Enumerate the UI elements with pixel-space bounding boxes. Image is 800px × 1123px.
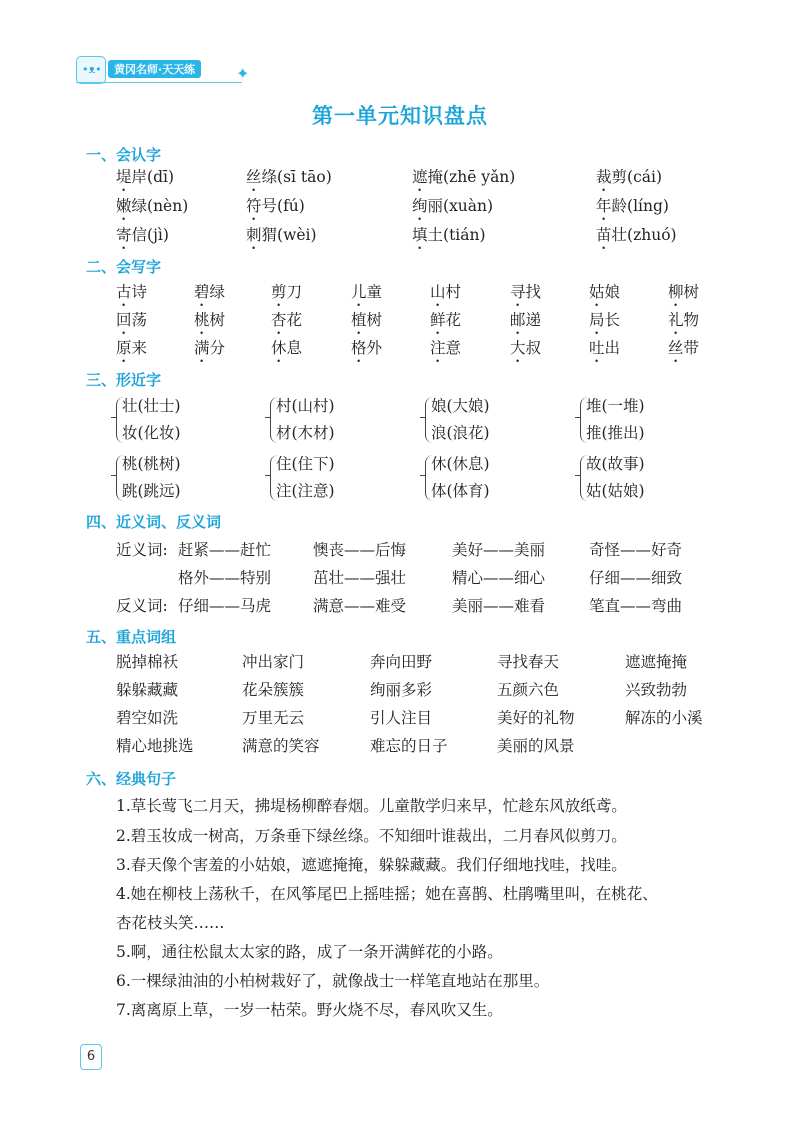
pinyin-word xyxy=(116,223,169,253)
bear-icon xyxy=(76,56,106,84)
phrase-item: 奔向田野 xyxy=(370,653,433,671)
synonym-pair: 懊丧——后悔 xyxy=(313,541,407,559)
brand-logo xyxy=(76,52,286,86)
word-rest: 壮(zhuó) xyxy=(611,226,677,244)
brand-text: 黄冈名师·天天练 xyxy=(108,60,201,78)
similar-char: 体(体育) xyxy=(431,482,490,500)
brand-underline xyxy=(76,82,242,83)
write-word xyxy=(116,308,147,338)
antonym-pair: 仔细——马虎 xyxy=(178,597,272,615)
word-rest: 猬(wèi) xyxy=(261,226,317,244)
brace-nub xyxy=(265,475,270,476)
dotted-char: 邮 xyxy=(510,311,526,329)
phrase-item: 躲躲藏藏 xyxy=(116,681,179,699)
pinyin-word xyxy=(116,165,174,195)
dotted-char: 注 xyxy=(430,339,446,357)
pinyin-word xyxy=(246,194,305,224)
synonym-pair: 精心——细心 xyxy=(452,569,546,587)
brace-nub xyxy=(575,475,580,476)
write-word xyxy=(351,336,382,366)
phrase-item: 万里无云 xyxy=(242,709,305,727)
phrase-item: 碧空如洗 xyxy=(116,709,179,727)
page-title: 第一单元知识盘点 xyxy=(312,104,488,128)
dotted-char: 柳 xyxy=(668,283,684,301)
word-rest: 岸(dī) xyxy=(131,168,174,186)
phrase-item: 冲出家门 xyxy=(242,653,305,671)
word-rest: 长 xyxy=(604,311,621,329)
write-word xyxy=(430,280,461,310)
word-rest: 带 xyxy=(683,339,700,357)
phrase-item: 满意的笑容 xyxy=(242,737,320,755)
word-rest: 绦(sī tāo) xyxy=(261,168,332,186)
synonym-pair: 格外——特别 xyxy=(178,569,272,587)
word-rest: 号(fú) xyxy=(261,197,305,215)
brace-nub xyxy=(111,475,116,476)
antonym-pair: 笔直——弯曲 xyxy=(589,597,683,615)
synonym-pair: 奇怪——好奇 xyxy=(589,541,683,559)
dotted-char: 遮 xyxy=(412,168,428,186)
word-rest: 掩(zhē yǎn) xyxy=(427,168,516,186)
dotted-char: 剪 xyxy=(271,283,287,301)
brace-nub xyxy=(111,417,116,418)
dotted-char: 堤 xyxy=(116,168,132,186)
write-word xyxy=(351,280,382,310)
dotted-char: 寻 xyxy=(510,283,526,301)
similar-char: 壮(壮士) xyxy=(122,397,181,415)
phrase-item: 寻找春天 xyxy=(497,653,560,671)
dotted-char: 回 xyxy=(116,311,132,329)
synonym-label: 近义词: xyxy=(116,541,168,559)
phrase-item: 难忘的日子 xyxy=(370,737,448,755)
dotted-char: 儿 xyxy=(351,283,367,301)
synonym-pair: 赶紧——赶忙 xyxy=(178,541,272,559)
similar-char: 娘(大娘) xyxy=(431,397,490,415)
dotted-char: 碧 xyxy=(194,283,210,301)
phrase-item: 五颜六色 xyxy=(497,681,560,699)
section-heading-2: 二、会写字 xyxy=(86,258,162,276)
synonym-pair: 仔细——细致 xyxy=(589,569,683,587)
word-rest: 递 xyxy=(525,311,542,329)
dotted-char: 刺 xyxy=(246,226,262,244)
word-rest: 树 xyxy=(683,283,700,301)
word-rest: 刀 xyxy=(286,283,303,301)
pinyin-word xyxy=(246,223,317,253)
word-rest: 童 xyxy=(366,283,383,301)
word-rest: 绿(nèn) xyxy=(131,197,189,215)
similar-char: 姑(姑娘) xyxy=(586,482,645,500)
similar-char: 材(木材) xyxy=(276,424,335,442)
dotted-char: 大 xyxy=(510,339,526,357)
write-word xyxy=(271,308,302,338)
pinyin-word xyxy=(596,223,677,253)
phrase-item: 精心地挑选 xyxy=(116,737,194,755)
sentence-line: 3.春天像个害羞的小姑娘，遮遮掩掩，躲躲藏藏。我们仔细地找哇，找哇。 xyxy=(116,856,627,874)
dotted-char: 姑 xyxy=(589,283,605,301)
dotted-char: 杏 xyxy=(271,311,287,329)
antonym-pair: 美丽——难看 xyxy=(452,597,546,615)
phrase-item: 脱掉棉袄 xyxy=(116,653,179,671)
pinyin-word xyxy=(412,194,493,224)
dotted-char: 山 xyxy=(430,283,446,301)
synonym-pair: 茁壮——强壮 xyxy=(313,569,407,587)
word-rest: 村 xyxy=(445,283,462,301)
word-rest: 树 xyxy=(366,311,383,329)
write-word xyxy=(116,280,147,310)
similar-char: 堆(一堆) xyxy=(586,397,645,415)
antonym-pair: 满意——难受 xyxy=(313,597,407,615)
sentence-line: 杏花枝头笑…… xyxy=(116,914,225,932)
word-rest: 树 xyxy=(209,311,226,329)
dotted-char: 鲜 xyxy=(430,311,446,329)
section-heading-3: 三、形近字 xyxy=(86,371,162,389)
dotted-char: 寄 xyxy=(116,226,132,244)
antonym-label: 反义词: xyxy=(116,597,168,615)
word-rest: 分 xyxy=(209,339,226,357)
similar-char: 推(推出) xyxy=(586,424,645,442)
write-word xyxy=(194,280,225,310)
phrase-item: 美丽的风景 xyxy=(497,737,575,755)
word-rest: 荡 xyxy=(131,311,148,329)
pinyin-word xyxy=(412,165,515,195)
phrase-item: 兴致勃勃 xyxy=(625,681,688,699)
word-rest: 剪(cái) xyxy=(611,168,662,186)
phrase-item: 遮遮掩掩 xyxy=(625,653,688,671)
dotted-char: 植 xyxy=(351,311,367,329)
dotted-char: 嫩 xyxy=(116,197,132,215)
write-word xyxy=(430,336,461,366)
dotted-char: 丝 xyxy=(668,339,684,357)
write-word xyxy=(271,280,302,310)
sentence-line: 2.碧玉妆成一树高，万条垂下绿丝绦。不知细叶谁裁出，二月春风似剪刀。 xyxy=(116,827,627,845)
section-heading-1: 一、会认字 xyxy=(86,146,162,164)
section-heading-4: 四、近义词、反义词 xyxy=(86,513,222,531)
write-word xyxy=(430,308,461,338)
word-rest: 来 xyxy=(131,339,148,357)
brace-nub xyxy=(420,475,425,476)
word-rest: 花 xyxy=(286,311,303,329)
dotted-char: 古 xyxy=(116,283,132,301)
dotted-char: 桃 xyxy=(194,311,210,329)
word-rest: 出 xyxy=(604,339,621,357)
similar-char: 浪(浪花) xyxy=(431,424,490,442)
phrase-item: 绚丽多彩 xyxy=(370,681,433,699)
write-word xyxy=(351,308,382,338)
word-rest: 找 xyxy=(525,283,542,301)
pinyin-word xyxy=(412,223,486,253)
sentence-line: 6.一棵绿油油的小柏树栽好了，就像战士一样笔直地站在那里。 xyxy=(116,972,550,990)
write-word xyxy=(668,336,699,366)
sentence-line: 7.离离原上草，一岁一枯荣。野火烧不尽，春风吹又生。 xyxy=(116,1001,503,1019)
write-word xyxy=(194,336,225,366)
dotted-char: 吐 xyxy=(589,339,605,357)
similar-char: 跳(跳远) xyxy=(122,482,181,500)
write-word xyxy=(668,280,699,310)
write-word xyxy=(194,308,225,338)
sentence-line: 5.啊，通往松鼠太太家的路，成了一条开满鲜花的小路。 xyxy=(116,943,503,961)
pinyin-word xyxy=(596,194,669,224)
dotted-char: 丝 xyxy=(246,168,262,186)
phrase-item: 美好的礼物 xyxy=(497,709,575,727)
dotted-char: 符 xyxy=(246,197,262,215)
section-heading-5: 五、重点词组 xyxy=(86,628,177,646)
similar-char: 故(故事) xyxy=(586,455,645,473)
word-rest: 诗 xyxy=(131,283,148,301)
pinyin-word xyxy=(116,194,188,224)
dotted-char: 绚 xyxy=(412,197,428,215)
pinyin-word xyxy=(246,165,332,195)
dotted-char: 礼 xyxy=(668,311,684,329)
word-rest: 土(tián) xyxy=(427,226,486,244)
page-number: 6 xyxy=(80,1044,102,1070)
dotted-char: 苗 xyxy=(596,226,612,244)
star-icon: ✦ xyxy=(236,64,250,83)
word-rest: 息 xyxy=(286,339,303,357)
phrase-item: 解冻的小溪 xyxy=(625,709,703,727)
similar-char: 村(山村) xyxy=(276,397,335,415)
write-word xyxy=(589,336,620,366)
word-rest: 绿 xyxy=(209,283,226,301)
similar-char: 注(注意) xyxy=(276,482,335,500)
word-rest: 意 xyxy=(445,339,462,357)
dotted-char: 格 xyxy=(351,339,367,357)
dotted-char: 填 xyxy=(412,226,428,244)
word-rest: 外 xyxy=(366,339,383,357)
word-rest: 丽(xuàn) xyxy=(427,197,494,215)
write-word xyxy=(589,280,620,310)
similar-char: 桃(桃树) xyxy=(122,455,181,473)
pinyin-word xyxy=(596,165,662,195)
similar-char: 住(住下) xyxy=(276,455,335,473)
dotted-char: 休 xyxy=(271,339,287,357)
word-rest: 娘 xyxy=(604,283,621,301)
write-word xyxy=(510,308,541,338)
word-rest: 花 xyxy=(445,311,462,329)
similar-char: 休(休息) xyxy=(431,455,490,473)
write-word xyxy=(271,336,302,366)
write-word xyxy=(668,308,699,338)
word-rest: 龄(líng) xyxy=(611,197,669,215)
dotted-char: 原 xyxy=(116,339,132,357)
synonym-pair: 美好——美丽 xyxy=(452,541,546,559)
word-rest: 叔 xyxy=(525,339,542,357)
write-word xyxy=(589,308,620,338)
dotted-char: 满 xyxy=(194,339,210,357)
section-heading-6: 六、经典句子 xyxy=(86,770,177,788)
bear-face: •ᴥ• xyxy=(82,63,102,76)
sentence-line: 1.草长莺飞二月天，拂堤杨柳醉春烟。儿童散学归来早，忙趁东风放纸鸢。 xyxy=(116,797,627,815)
brace-nub xyxy=(420,417,425,418)
phrase-item: 引人注目 xyxy=(370,709,433,727)
word-rest: 信(jì) xyxy=(131,226,169,244)
similar-char: 妆(化妆) xyxy=(122,424,181,442)
write-word xyxy=(116,336,147,366)
dotted-char: 裁 xyxy=(596,168,612,186)
word-rest: 物 xyxy=(683,311,700,329)
dotted-char: 局 xyxy=(589,311,605,329)
write-word xyxy=(510,336,541,366)
dotted-char: 年 xyxy=(596,197,612,215)
write-word xyxy=(510,280,541,310)
brace-nub xyxy=(265,417,270,418)
brace-nub xyxy=(575,417,580,418)
sentence-line: 4.她在柳枝上荡秋千，在风筝尾巴上摇哇摇；她在喜鹊、杜鹃嘴里叫，在桃花、 xyxy=(116,885,658,903)
phrase-item: 花朵簇簇 xyxy=(242,681,305,699)
